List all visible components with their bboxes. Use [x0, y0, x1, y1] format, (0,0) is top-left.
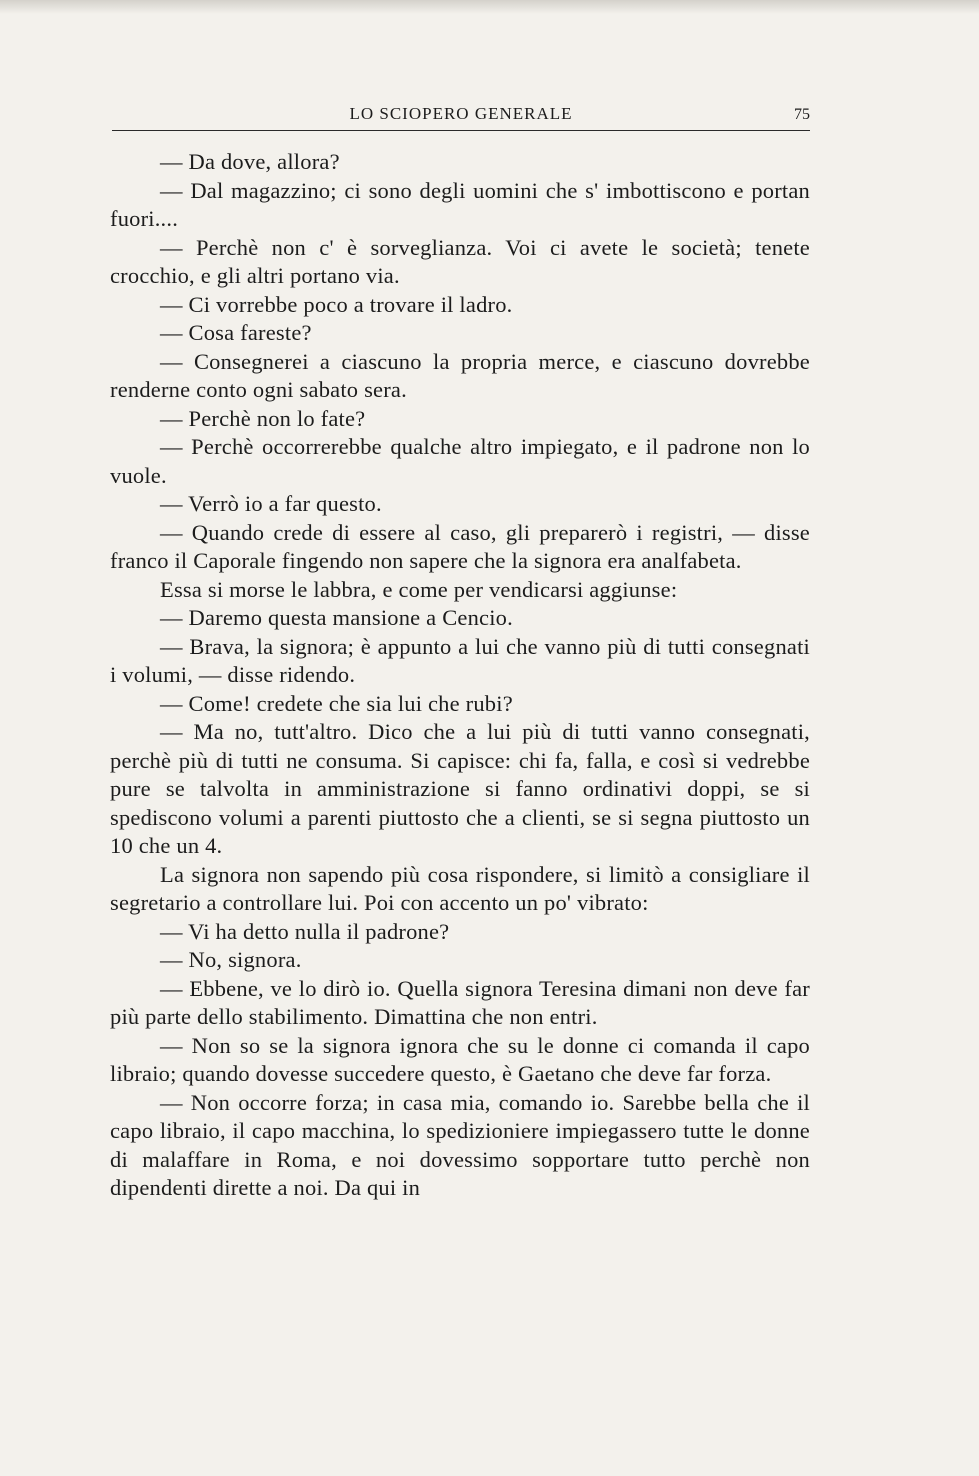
paragraph: — Daremo questa mansione a Cencio. [160, 605, 513, 630]
paragraph: — Dal magazzino; ci sono degli uomini che s' imbottiscono e portan fuori.... [110, 177, 810, 231]
paragraph: — Consegnerei a ciascuno la propria merce, e ciascuno dovrebbe renderne conto ogni sabato sera. [110, 348, 810, 402]
page-edge-shadow [0, 0, 979, 14]
paragraph: — Da dove, allora? [160, 149, 340, 174]
paragraph: — Brava, la signora; è appunto a lui che vanno più di tutti consegnati i volumi, — disse ridendo. [110, 633, 810, 687]
paragraph: — Quando crede di essere al caso, gli preparerò i registri, — disse franco il Caporale fingendo non sapere che la signora era analfabeta. [110, 519, 810, 573]
paragraph: La signora non sapendo più cosa rispondere, si limitò a consigliare il segretario a controllare lui. Poi con accento un po' vibrato: [110, 861, 810, 915]
body-text [110, 148, 810, 1203]
paragraph: Essa si morse le labbra, e come per vendicarsi aggiunse: [160, 576, 678, 602]
paragraph: — No, signora. [160, 947, 302, 972]
paragraph: — Ebbene, ve lo dirò io. Quella signora Teresina dimani non deve far più parte dello stabilimento. Dimattina che non entri. [110, 975, 810, 1029]
paragraph: — Ci vorrebbe poco a trovare il ladro. [160, 291, 513, 317]
page-number: 75 [794, 106, 810, 123]
paragraph: — Non occorre forza; in casa mia, comando io. Sarebbe bella che il capo libraio, il capo macchina, lo spedizioniere impiegassero tutte le donne di malaffare in Roma, e noi dovessimo sopportare tutto perchè non dipendenti dirette a noi. Da qui in [110, 1089, 810, 1200]
paragraph: — Verrò io a far questo. [160, 491, 382, 516]
paragraph: — Perchè occorrerebbe qualche altro impiegato, e il padrone non lo vuole. [110, 434, 810, 488]
paragraph: — Come! credete che sia lui che rubi? [160, 690, 513, 716]
paragraph: — Vi ha detto nulla il padrone? [160, 918, 450, 944]
header-title: LO SCIOPERO GENERALE [349, 104, 573, 123]
paragraph: — Perchè non lo fate? [160, 405, 366, 431]
paragraph: — Cosa fareste? [160, 320, 312, 345]
paragraph: — Non so se la signora ignora che su le donne ci comanda il capo libraio; quando dovesse succedere questo, è Gaetano che deve far forza. [110, 1032, 810, 1086]
paragraph: — Perchè non c' è sorveglianza. Voi ci avete le società; tenete crocchio, e gli altri portano via. [110, 234, 810, 288]
paragraph: — Ma no, tutt'altro. Dico che a lui più di tutti vanno consegnati, perchè più di tutti ne consuma. Si capisce: chi fa, falla, e così si vedrebbe pure se talvolta in amministrazione si fanno ordinativi doppi, se si spediscono volumi a parenti piuttosto che a clienti, se si segna piuttosto un 10 che un 4. [110, 719, 810, 858]
running-header [112, 102, 810, 131]
